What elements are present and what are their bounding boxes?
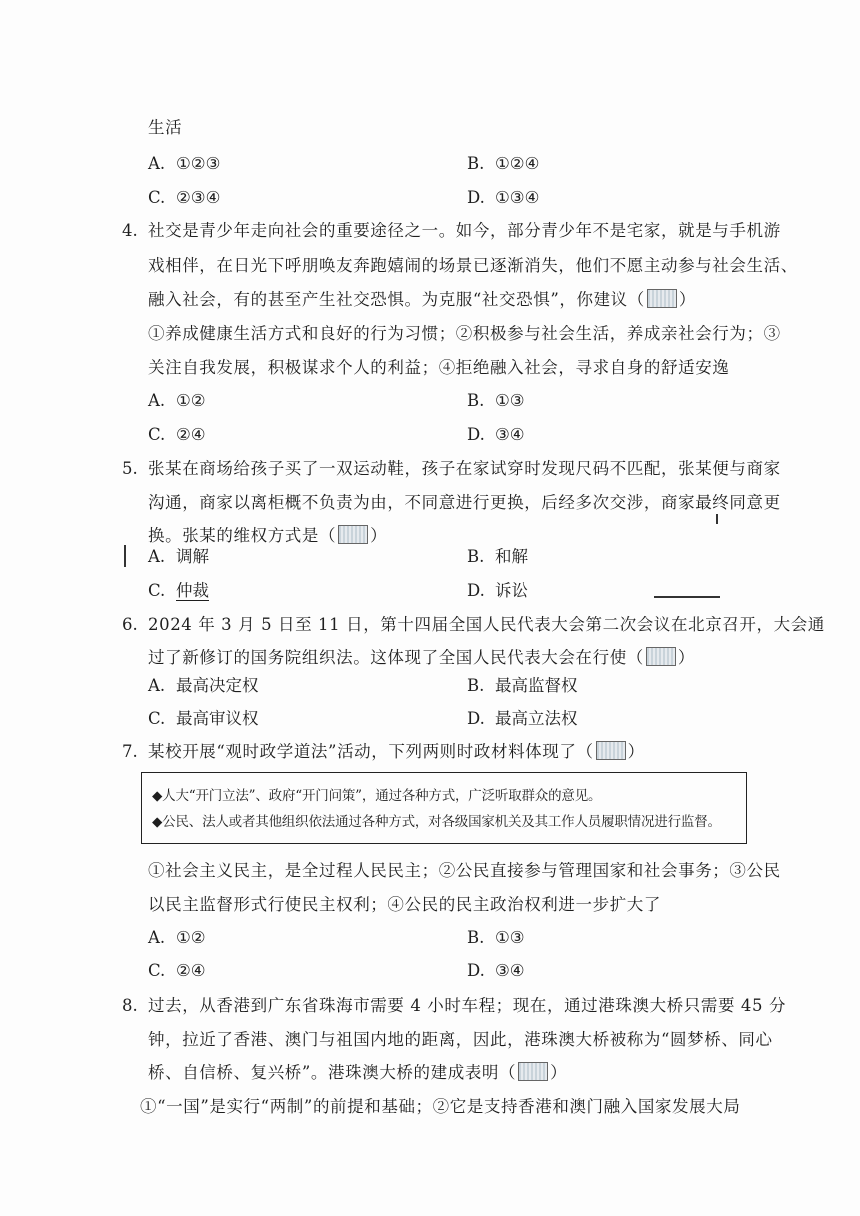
continued-text: 生活 (148, 118, 183, 137)
q3-option-d: D. ①③④ (467, 188, 540, 207)
material-item: ◆公民、法人或者其他组织依法通过各种方式，对各级国家机关及其工作人员履职情况进行监督。 (152, 814, 721, 830)
q6-option-d: D. 最高立法权 (467, 709, 578, 728)
question-number: 8. (122, 996, 138, 1015)
question-number: 6. (122, 615, 138, 634)
material-box (141, 772, 747, 844)
statement-text: ①社会主义民主，是全过程人民民主；②公民直接参与管理国家和社会事务；③公民 (148, 861, 781, 880)
question-number: 4. (122, 221, 138, 240)
q5-option-b: B. 和解 (467, 547, 528, 566)
q4-option-c: C. ②④ (148, 425, 206, 444)
statement-text: 以民主监督形式行使民主权利；④公民的民主政治权利进一步扩大了 (148, 895, 661, 914)
statement-text: 关注自我发展，积极谋求个人的利益；④拒绝融入社会，寻求自身的舒适安逸 (148, 358, 730, 377)
question-text: 戏相伴，在日光下呼朋唤友奔跑嬉闹的场景已逐渐消失，他们不愿主动参与社会生活、 (148, 256, 798, 275)
q5-option-a: A. 调解 (148, 547, 209, 566)
answer-blank (647, 289, 677, 308)
question-text: 过了新修订的国务院组织法。这体现了全国人民代表大会在行使（ ） (148, 648, 696, 667)
q4-option-d: D. ③④ (467, 425, 525, 444)
question-text: 换。张某的维权方式是（ ） (148, 526, 388, 545)
question-text: 社交是青少年走向社会的重要途径之一。如今，部分青少年不是宅家，就是与手机游 (148, 221, 781, 240)
q5-option-d: D. 诉讼 (467, 581, 528, 600)
answer-blank (646, 647, 676, 666)
q7-option-b: B. ①③ (467, 928, 525, 947)
q7-option-c: C. ②④ (148, 961, 206, 980)
answer-blank (596, 741, 626, 760)
question-text: 融入社会，有的甚至产生社交恐惧。为克服“社交恐惧”，你建议（ ） (148, 290, 696, 309)
question-text: 桥、自信桥、复兴桥”。港珠澳大桥的建成表明（ ） (148, 1063, 568, 1082)
question-text: 过去，从香港到广东省珠海市需要 4 小时车程；现在，通过港珠澳大桥只需要 45 分 (148, 996, 787, 1015)
q5-option-c: C. 仲裁 (148, 581, 209, 600)
q4-option-b: B. ①③ (467, 391, 525, 410)
q6-option-b: B. 最高监督权 (467, 676, 578, 695)
q7-option-a: A. ①② (148, 928, 206, 947)
q3-option-c: C. ②③④ (148, 188, 221, 207)
q4-option-a: A. ①② (148, 391, 206, 410)
question-number: 7. (122, 742, 138, 761)
question-text: 沟通，商家以离柜概不负责为由，不同意进行更换，后经多次交涉，商家最终同意更 (148, 493, 781, 512)
pen-mark (716, 514, 718, 524)
q6-option-a: A. 最高决定权 (148, 676, 259, 695)
question-number: 5. (122, 459, 138, 478)
q6-option-c: C. 最高审议权 (148, 709, 259, 728)
pen-mark (654, 596, 720, 598)
q7-option-d: D. ③④ (467, 961, 525, 980)
question-text: 某校开展“观时政学道法”活动，下列两则时政材料体现了（ ） (148, 742, 645, 761)
q3-option-a: A. ①②③ (148, 154, 221, 173)
pen-mark (124, 545, 126, 567)
material-item: ◆人大“开门立法”、政府“开门问策”，通过各种方式，广泛听取群众的意见。 (152, 788, 602, 804)
answer-blank (518, 1062, 548, 1081)
question-text: 张某在商场给孩子买了一双运动鞋，孩子在家试穿时发现尺码不匹配，张某便与商家 (148, 459, 781, 478)
question-text: 2024 年 3 月 5 日至 11 日，第十四届全国人民代表大会第二次会议在北京召开，大会通 (148, 615, 825, 634)
answer-blank (338, 525, 368, 544)
statement-text: ①“一国”是实行“两制”的前提和基础；②它是支持香港和澳门融入国家发展大局 (140, 1097, 741, 1116)
question-text: 钟，拉近了香港、澳门与祖国内地的距离，因此，港珠澳大桥被称为“圆梦桥、同心 (148, 1030, 773, 1049)
statement-text: ①养成健康生活方式和良好的行为习惯；②积极参与社会生活，养成亲社会行为；③ (148, 324, 781, 343)
q3-option-b: B. ①②④ (467, 154, 540, 173)
